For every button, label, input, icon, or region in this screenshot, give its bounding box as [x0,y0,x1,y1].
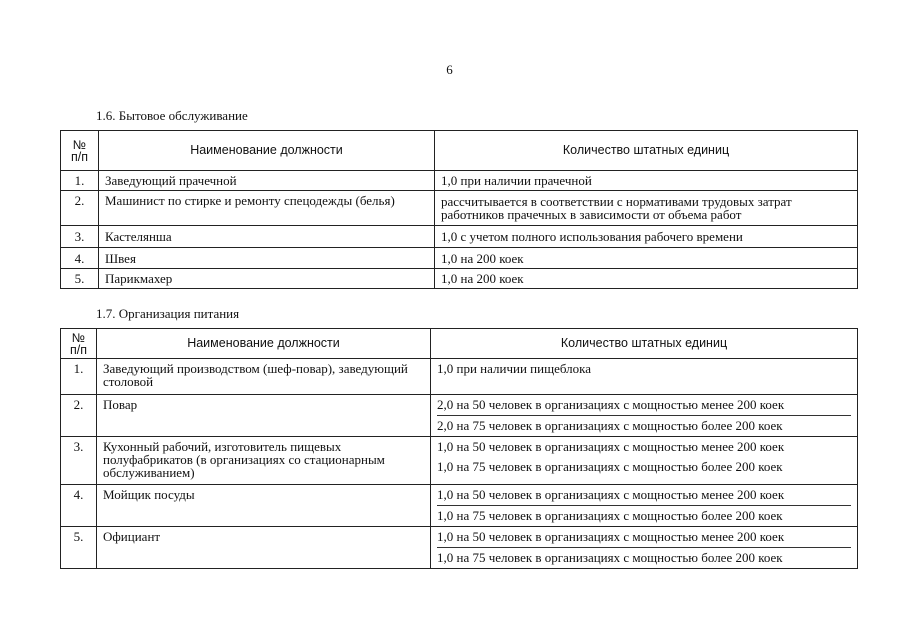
row-num: 3. [61,437,97,485]
row-position: Парикмахер [99,269,435,289]
row-position: Кухонный рабочий, изготовитель пищевых полуфабрикатов (в организациях со стационарным обслуживанием) [97,437,431,485]
row-quantity: 1,0 при наличии прачечной [435,171,858,191]
header-num: № п/п [61,131,99,171]
header-num: № п/п [61,329,97,359]
table-header-row [61,329,858,359]
table-row [61,269,858,289]
row-quantity [431,527,858,569]
row-num: 5. [61,527,97,569]
header-quantity: Количество штатных единиц [435,131,858,171]
table-row [61,226,858,248]
quantity-line: 1,0 на 50 человек в организациях с мощностью менее 200 коек [437,439,785,454]
row-quantity: 1,0 с учетом полного использования рабочего времени [435,226,858,248]
row-position: Кастелянша [99,226,435,248]
quantity-line: 1,0 на 75 человек в организациях с мощностью более 200 коек [437,505,851,526]
row-quantity: 1,0 при наличии пищеблока [431,359,858,395]
page-number: 6 [446,62,453,77]
row-quantity: рассчитывается в соответствии с нормативами трудовых затрат работников прачечных в зависимости от объема работ [435,191,858,226]
table-row [61,359,858,395]
section-title-1-6: 1.6. Бытовое обслуживание [96,108,248,123]
row-num: 2. [61,191,99,226]
table-row [61,395,858,437]
row-num: 4. [61,248,99,269]
row-num: 3. [61,226,99,248]
row-position: Швея [99,248,435,269]
row-quantity: 1,0 на 200 коек [435,269,858,289]
table-header-row [61,131,858,171]
quantity-line: 1,0 на 75 человек в организациях с мощностью более 200 коек [437,547,851,568]
table-row [61,527,858,569]
row-num: 1. [61,359,97,395]
quantity-line: 1,0 на 50 человек в организациях с мощностью менее 200 коек [437,487,785,502]
row-position: Мойщик посуды [97,485,431,527]
quantity-line: 2,0 на 50 человек в организациях с мощностью менее 200 коек [437,397,785,412]
header-position: Наименование должности [99,131,435,171]
table-row [61,191,858,226]
row-quantity [431,395,858,437]
table-catering [60,328,858,569]
row-num: 1. [61,171,99,191]
row-quantity: 1,0 на 200 коек [435,248,858,269]
header-position: Наименование должности [97,329,431,359]
row-position: Заведующий производством (шеф-повар), заведующий столовой [97,359,431,395]
table-row [61,485,858,527]
row-quantity [431,437,858,485]
row-position: Повар [97,395,431,437]
row-num: 5. [61,269,99,289]
quantity-line: 1,0 на 50 человек в организациях с мощностью менее 200 коек [437,529,785,544]
table-row [61,437,858,485]
table-row [61,171,858,191]
table-row [61,248,858,269]
row-num: 4. [61,485,97,527]
table-household-service [60,130,858,289]
quantity-line: 1,0 на 75 человек в организациях с мощностью более 200 коек [437,459,783,474]
row-position: Машинист по стирке и ремонту спецодежды (белья) [99,191,435,226]
row-position: Официант [97,527,431,569]
header-quantity: Количество штатных единиц [431,329,858,359]
quantity-line: 2,0 на 75 человек в организациях с мощностью более 200 коек [437,415,851,436]
row-quantity [431,485,858,527]
section-title-1-7: 1.7. Организация питания [96,306,240,321]
row-position: Заведующий прачечной [99,171,435,191]
row-num: 2. [61,395,97,437]
